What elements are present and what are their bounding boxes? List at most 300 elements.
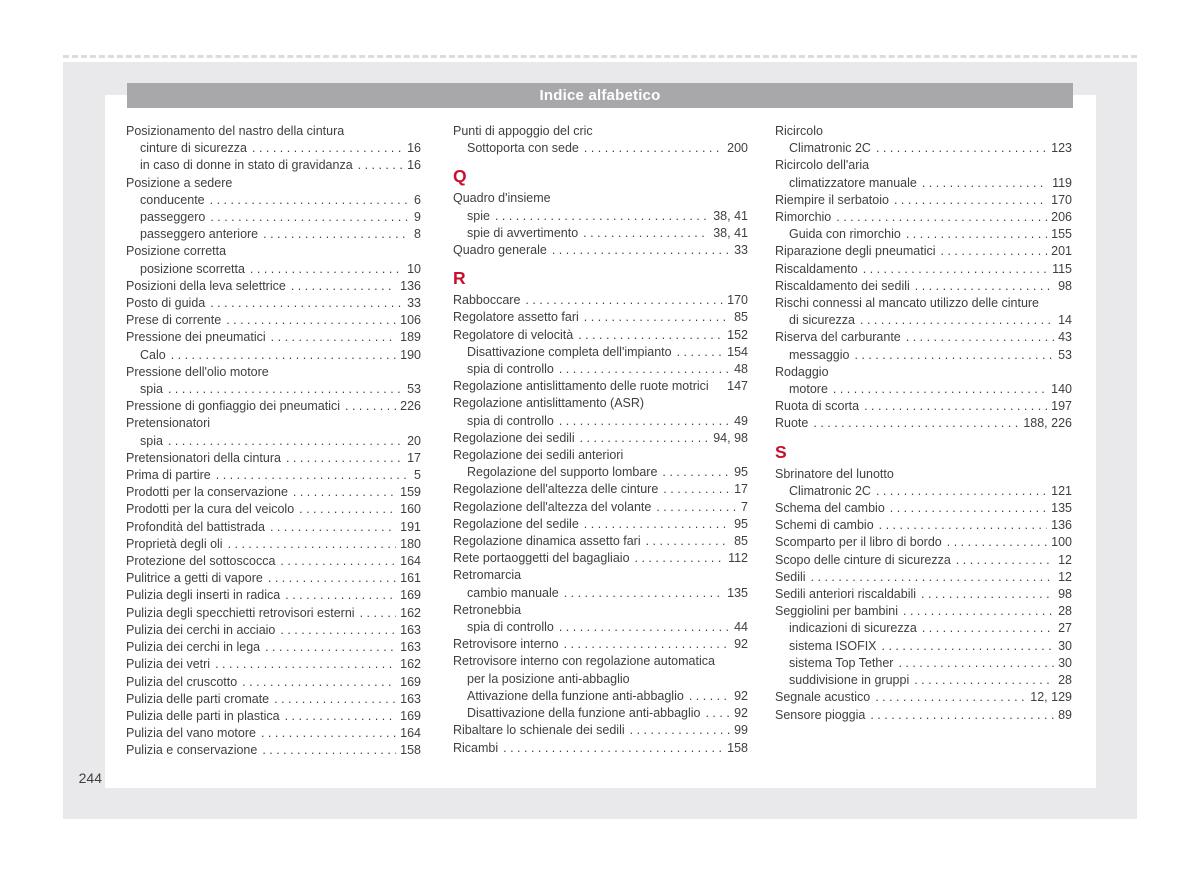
dot-leader: [280, 553, 396, 570]
dot-leader: [360, 605, 397, 622]
page-reference: 12, 129: [1030, 690, 1072, 705]
dot-leader: [836, 209, 1047, 226]
index-entry-text: Pulizia dei cerchi in acciaio: [126, 622, 276, 637]
page-reference: 92: [734, 637, 748, 652]
dot-leader: [876, 140, 1047, 157]
dot-leader: [635, 550, 725, 567]
index-entry-text: Guida con rimorchio: [789, 227, 901, 242]
index-row: [126, 467, 421, 484]
dot-leader: [268, 570, 396, 587]
index-entry-text: cambio manuale: [467, 585, 559, 600]
section-letter: Q: [453, 166, 467, 187]
index-entry-text: Ruote: [775, 416, 809, 431]
dot-leader: [274, 691, 396, 708]
page-reference: 6: [414, 192, 421, 207]
index-entry-text: Pressione dei pneumatici: [126, 330, 266, 345]
index-row: [126, 674, 421, 691]
dot-leader: [299, 501, 396, 518]
dot-leader: [252, 140, 403, 157]
dot-leader: [216, 467, 410, 484]
page-reference: 163: [400, 640, 421, 655]
dot-leader: [689, 688, 730, 705]
page-reference: 191: [400, 519, 421, 534]
index-entry-text: sistema ISOFIX: [789, 638, 877, 653]
index-entry-text: in caso di donne in stato di gravidanza: [140, 158, 353, 173]
page-reference: 98: [1058, 587, 1072, 602]
dot-leader: [947, 534, 1047, 551]
dot-leader: [584, 516, 730, 533]
index-row: [126, 519, 421, 536]
index-entry-text: Regolazione dei sedili: [453, 430, 575, 445]
index-row: [775, 364, 1072, 381]
dot-leader: [559, 361, 730, 378]
index-row: [775, 123, 1072, 140]
index-row: [126, 742, 421, 759]
page-reference: 14: [1058, 313, 1072, 328]
index-entry-text: Riscaldamento: [775, 261, 858, 276]
page-reference: 147: [727, 379, 748, 394]
index-row: [126, 691, 421, 708]
index-row: [126, 605, 421, 622]
dot-leader: [226, 312, 396, 329]
index-row: [126, 175, 421, 192]
index-entry-text: Prima di partire: [126, 468, 211, 483]
dot-leader: [906, 329, 1054, 346]
index-row: [453, 722, 748, 739]
index-row: [453, 671, 748, 688]
index-entry-text: Calo: [140, 347, 166, 362]
page-title: Indice alfabetico: [539, 87, 661, 104]
page-reference: 155: [1051, 227, 1072, 242]
page-reference: 95: [734, 516, 748, 531]
index-row: [126, 192, 421, 209]
page-reference: 159: [400, 485, 421, 500]
index-entry-text: spia: [140, 433, 163, 448]
index-entry-text: Regolazione del supporto lombare: [467, 465, 658, 480]
dot-leader: [578, 327, 723, 344]
index-row: [453, 688, 748, 705]
dot-leader: [705, 705, 730, 722]
dot-leader: [564, 636, 730, 653]
index-entry-text: Posizionamento del nastro della cintura: [126, 124, 345, 138]
index-row: [453, 516, 748, 533]
index-row: [453, 740, 748, 757]
dot-leader: [584, 140, 723, 157]
index-row: [775, 312, 1072, 329]
page-reference: 20: [407, 433, 421, 448]
index-entry-text: Quadro generale: [453, 243, 547, 258]
page-reference: 197: [1051, 399, 1072, 414]
dot-leader: [261, 725, 396, 742]
dot-leader: [210, 192, 410, 209]
index-entry-text: Ribaltare lo schienale dei sedili: [453, 723, 625, 738]
index-entry-text: Rodaggio: [775, 364, 829, 379]
index-row: [126, 295, 421, 312]
index-row: [126, 536, 421, 553]
index-row: [775, 707, 1072, 724]
dot-leader: [882, 638, 1055, 655]
index-entry-text: Ricircolo dell'aria: [775, 158, 870, 173]
index-entry-text: Pressione di gonfiaggio dei pneumatici: [126, 399, 341, 414]
index-entry-text: Ricircolo: [775, 124, 823, 138]
page-number: 244: [78, 770, 102, 786]
dot-leader: [876, 483, 1047, 500]
dot-leader: [168, 381, 403, 398]
index-row: [126, 157, 421, 174]
index-entry-text: Posizioni della leva selettrice: [126, 278, 286, 293]
index-row: [453, 208, 748, 225]
index-row: [453, 464, 748, 481]
index-row: [126, 398, 421, 415]
index-column-3: [775, 123, 1072, 724]
dot-leader: [262, 742, 396, 759]
index-row: [453, 395, 748, 412]
index-row: [453, 653, 748, 670]
dot-leader: [811, 569, 1055, 586]
index-row: [775, 483, 1072, 500]
index-row: [775, 620, 1072, 637]
index-entry-text: Quadro d'insieme: [453, 191, 551, 206]
dot-leader: [583, 225, 709, 242]
dot-leader: [879, 517, 1047, 534]
dot-leader: [894, 192, 1047, 209]
index-entry-text: spie di avvertimento: [467, 225, 579, 240]
dot-leader: [677, 344, 724, 361]
index-row: [775, 534, 1072, 551]
index-row: [126, 347, 421, 364]
index-entry-text: messaggio: [789, 347, 850, 362]
page-reference: 170: [727, 293, 748, 308]
dot-leader: [168, 433, 403, 450]
dot-leader: [263, 226, 410, 243]
index-entry-text: Retronebbia: [453, 602, 522, 617]
page-reference: 154: [727, 344, 748, 359]
index-entry-text: Punti di appoggio del cric: [453, 124, 593, 138]
page-reference: 92: [734, 706, 748, 721]
index-row: [126, 312, 421, 329]
index-entry-text: Pulizia delle parti cromate: [126, 691, 270, 706]
index-row: [453, 361, 748, 378]
index-entry-text: Posizione a sedere: [126, 175, 233, 190]
index-row: [453, 292, 748, 309]
index-row: [453, 430, 748, 447]
index-entry-text: Pulizia del vano motore: [126, 726, 256, 741]
index-entry-text: Proprietà degli oli: [126, 536, 223, 551]
dot-leader: [630, 722, 730, 739]
index-row: [126, 484, 421, 501]
dot-leader: [271, 329, 396, 346]
index-entry-text: spia di controllo: [467, 362, 554, 377]
index-entry-text: Pulizia dei vetri: [126, 657, 211, 672]
dot-leader: [864, 398, 1047, 415]
page-reference: 33: [407, 296, 421, 311]
index-row: [126, 364, 421, 381]
page-reference: 189: [400, 330, 421, 345]
index-row: [775, 243, 1072, 260]
page-reference: 136: [1051, 518, 1072, 533]
index-row: [126, 243, 421, 260]
page-reference: 162: [400, 657, 421, 672]
index-entry-text: Pulizia del cruscotto: [126, 674, 238, 689]
page-reference: 100: [1051, 535, 1072, 550]
page-reference: 16: [407, 141, 421, 156]
dot-leader: [270, 519, 396, 536]
index-row: [775, 603, 1072, 620]
index-row: [126, 381, 421, 398]
index-entry-text: Ruota di scorta: [775, 399, 860, 414]
index-entry-text: Regolazione dell'altezza del volante: [453, 499, 652, 514]
page-reference: 85: [734, 310, 748, 325]
index-entry-text: Ricambi: [453, 740, 499, 755]
index-header-bar: [127, 83, 1073, 108]
index-entry-text: Schemi di cambio: [775, 518, 874, 533]
index-entry-text: Sedili: [775, 569, 806, 584]
page-reference: 38, 41: [713, 225, 748, 240]
index-entry-text: Sbrinatore del lunotto: [775, 466, 894, 481]
page-reference: 53: [407, 382, 421, 397]
index-row: [126, 639, 421, 656]
page-reference: 162: [400, 605, 421, 620]
index-entry-text: Sensore pioggia: [775, 707, 866, 722]
dot-leader: [210, 209, 410, 226]
page-reference: 163: [400, 691, 421, 706]
index-entry-text: Regolazione del sedile: [453, 516, 579, 531]
page-reference: 12: [1058, 569, 1072, 584]
page-reference: 28: [1058, 604, 1072, 619]
dot-leader: [293, 484, 396, 501]
page-reference: 98: [1058, 278, 1072, 293]
index-entry-text: Seggiolini per bambini: [775, 604, 898, 619]
index-row: [453, 140, 748, 157]
index-entry-text: per la posizione anti-abbaglio: [467, 671, 630, 686]
index-row: [775, 500, 1072, 517]
index-entry-text: passeggero anteriore: [140, 227, 259, 242]
dot-leader: [285, 587, 396, 604]
index-entry-text: Pulizia e conservazione: [126, 743, 258, 758]
page-reference: 28: [1058, 673, 1072, 688]
index-entry-text: Regolazione dei sedili anteriori: [453, 448, 624, 463]
index-entry-text: suddivisione in gruppi: [789, 673, 910, 688]
index-row: [453, 481, 748, 498]
index-entry-text: Retrovisore interno con regolazione automatica: [453, 654, 715, 669]
index-row: [453, 705, 748, 722]
index-entry-text: Regolazione dinamica assetto fari: [453, 534, 641, 549]
index-row: [775, 295, 1072, 312]
page-reference: 8: [414, 227, 421, 242]
index-row: [775, 347, 1072, 364]
page-reference: 30: [1058, 655, 1072, 670]
page-reference: 17: [407, 450, 421, 465]
page-reference: 140: [1051, 382, 1072, 397]
index-entry-text: Climatronic 2C: [789, 141, 871, 156]
index-entry-text: Regolazione antislittamento delle ruote motrici: [453, 379, 709, 394]
page-reference: 7: [741, 499, 748, 514]
index-entry-text: Rischi connessi al mancato utilizzo delle cinture: [775, 296, 1040, 311]
index-row: [775, 381, 1072, 398]
index-row: [453, 190, 748, 207]
index-row: [126, 209, 421, 226]
index-entry-text: Scopo delle cinture di sicurezza: [775, 552, 951, 567]
index-row: [126, 656, 421, 673]
index-row: [126, 725, 421, 742]
dot-leader: [863, 261, 1048, 278]
index-row: [775, 415, 1072, 432]
section-letter: R: [453, 268, 466, 289]
page-reference: 169: [400, 674, 421, 689]
index-row: [453, 619, 748, 636]
page-reference: 5: [414, 468, 421, 483]
index-entry-text: spia: [140, 382, 163, 397]
index-row: [775, 586, 1072, 603]
index-entry-text: Protezione del sottoscocca: [126, 554, 276, 569]
index-entry-text: Riparazione degli pneumatici: [775, 244, 936, 259]
index-entry-text: Riempire il serbatoio: [775, 192, 889, 207]
dot-leader: [552, 242, 730, 259]
page-reference: 119: [1052, 175, 1072, 190]
page-reference: 121: [1051, 483, 1072, 498]
index-entry-text: Pulizia degli inserti in radica: [126, 588, 281, 603]
dot-leader: [914, 672, 1054, 689]
dot-leader: [559, 413, 730, 430]
dot-leader: [503, 740, 723, 757]
page-reference: 89: [1058, 707, 1072, 722]
index-entry-text: Schema del cambio: [775, 501, 885, 516]
page-reference: 163: [400, 622, 421, 637]
index-row: [453, 602, 748, 619]
page-reference: 17: [734, 482, 748, 497]
index-entry-text: di sicurezza: [789, 313, 855, 328]
page-reference: 201: [1051, 244, 1072, 259]
index-row: [775, 672, 1072, 689]
page-reference: 161: [400, 571, 421, 586]
index-entry-text: spia di controllo: [467, 620, 554, 635]
page-reference: 10: [407, 261, 421, 276]
dot-leader: [956, 552, 1054, 569]
index-row: [453, 378, 748, 395]
dot-leader: [922, 175, 1048, 192]
index-row: [453, 344, 748, 361]
dot-leader: [584, 309, 730, 326]
page-reference: 115: [1052, 261, 1072, 276]
index-row: [453, 585, 748, 602]
index-row: [775, 655, 1072, 672]
page-reference: 12: [1058, 552, 1072, 567]
index-row: [775, 157, 1072, 174]
index-entry-text: Sedili anteriori riscaldabili: [775, 587, 917, 602]
page-reference: 48: [734, 362, 748, 377]
dot-leader: [286, 450, 403, 467]
page-reference: 85: [734, 534, 748, 549]
page-reference: 49: [734, 413, 748, 428]
dot-leader: [580, 430, 710, 447]
index-row: [775, 638, 1072, 655]
page-reference: 135: [1051, 501, 1072, 516]
index-row: [453, 499, 748, 516]
dot-leader: [250, 261, 403, 278]
page-reference: 9: [414, 210, 421, 225]
index-entry-text: indicazioni di sicurezza: [789, 621, 917, 636]
dot-leader: [903, 603, 1054, 620]
index-row: [775, 192, 1072, 209]
index-column-2: [453, 123, 748, 757]
index-entry-text: conducente: [140, 192, 205, 207]
dot-leader: [265, 639, 396, 656]
index-row: [126, 278, 421, 295]
page-reference: 33: [734, 243, 748, 258]
dot-leader: [171, 347, 396, 364]
page-reference: 180: [400, 536, 421, 551]
page-reference: 44: [734, 620, 748, 635]
index-entry-text: spia di controllo: [467, 413, 554, 428]
index-row: [453, 447, 748, 464]
index-entry-text: Regolazione dell'altezza delle cinture: [453, 482, 659, 497]
dot-leader: [210, 295, 403, 312]
page-reference: 94, 98: [713, 430, 748, 445]
page-reference: 158: [400, 743, 421, 758]
index-entry-text: Riserva del carburante: [775, 330, 901, 345]
index-entry-text: cinture di sicurezza: [140, 141, 247, 156]
index-entry-text: Prese di corrente: [126, 313, 222, 328]
page-reference: 95: [734, 465, 748, 480]
index-row: [775, 175, 1072, 192]
index-entry-text: Prodotti per la conservazione: [126, 485, 288, 500]
index-entry-text: Retromarcia: [453, 568, 522, 583]
index-entry-text: Rete portaoggetti del bagagliaio: [453, 551, 630, 566]
dot-leader: [345, 398, 396, 415]
page-reference: 164: [400, 554, 421, 569]
page-reference: 16: [407, 158, 421, 173]
index-entry-text: Sottoporta con sede: [467, 141, 579, 156]
index-entry-text: climatizzatore manuale: [789, 175, 917, 190]
index-row: [775, 329, 1072, 346]
dot-leader: [280, 622, 396, 639]
page-reference: 27: [1058, 621, 1072, 636]
index-row: [453, 533, 748, 550]
index-entry-text: Rimorchio: [775, 210, 832, 225]
index-entry-text: Segnale acustico: [775, 690, 871, 705]
index-entry-text: Disattivazione completa dell'impianto: [467, 344, 672, 359]
index-entry-text: Posizione corretta: [126, 244, 227, 259]
dot-leader: [890, 500, 1047, 517]
index-row: [453, 123, 748, 140]
page-reference: 92: [734, 688, 748, 703]
dot-leader: [564, 585, 723, 602]
index-row: [775, 569, 1072, 586]
index-entry-text: Rabboccare: [453, 293, 521, 308]
index-row: [126, 433, 421, 450]
index-row: [453, 309, 748, 326]
page-reference: 152: [727, 327, 748, 342]
dot-leader: [285, 708, 397, 725]
dot-leader: [291, 278, 396, 295]
dot-leader: [559, 619, 730, 636]
index-entry-text: Pretensionatori della cintura: [126, 450, 281, 465]
index-entry-text: Retrovisore interno: [453, 637, 559, 652]
dot-leader: [915, 278, 1054, 295]
index-row: [126, 140, 421, 157]
page-reference: 135: [727, 585, 748, 600]
index-entry-text: Regolazione antislittamento (ASR): [453, 396, 645, 411]
index-row: [775, 552, 1072, 569]
index-row: [453, 225, 748, 242]
index-entry-text: Riscaldamento dei sedili: [775, 278, 910, 293]
index-entry-text: Pressione dell'olio motore: [126, 364, 269, 379]
dot-leader: [860, 312, 1054, 329]
index-row: [775, 209, 1072, 226]
index-entry-text: sistema Top Tether: [789, 655, 894, 670]
index-entry-text: Profondità del battistrada: [126, 519, 265, 534]
index-row: [453, 636, 748, 653]
